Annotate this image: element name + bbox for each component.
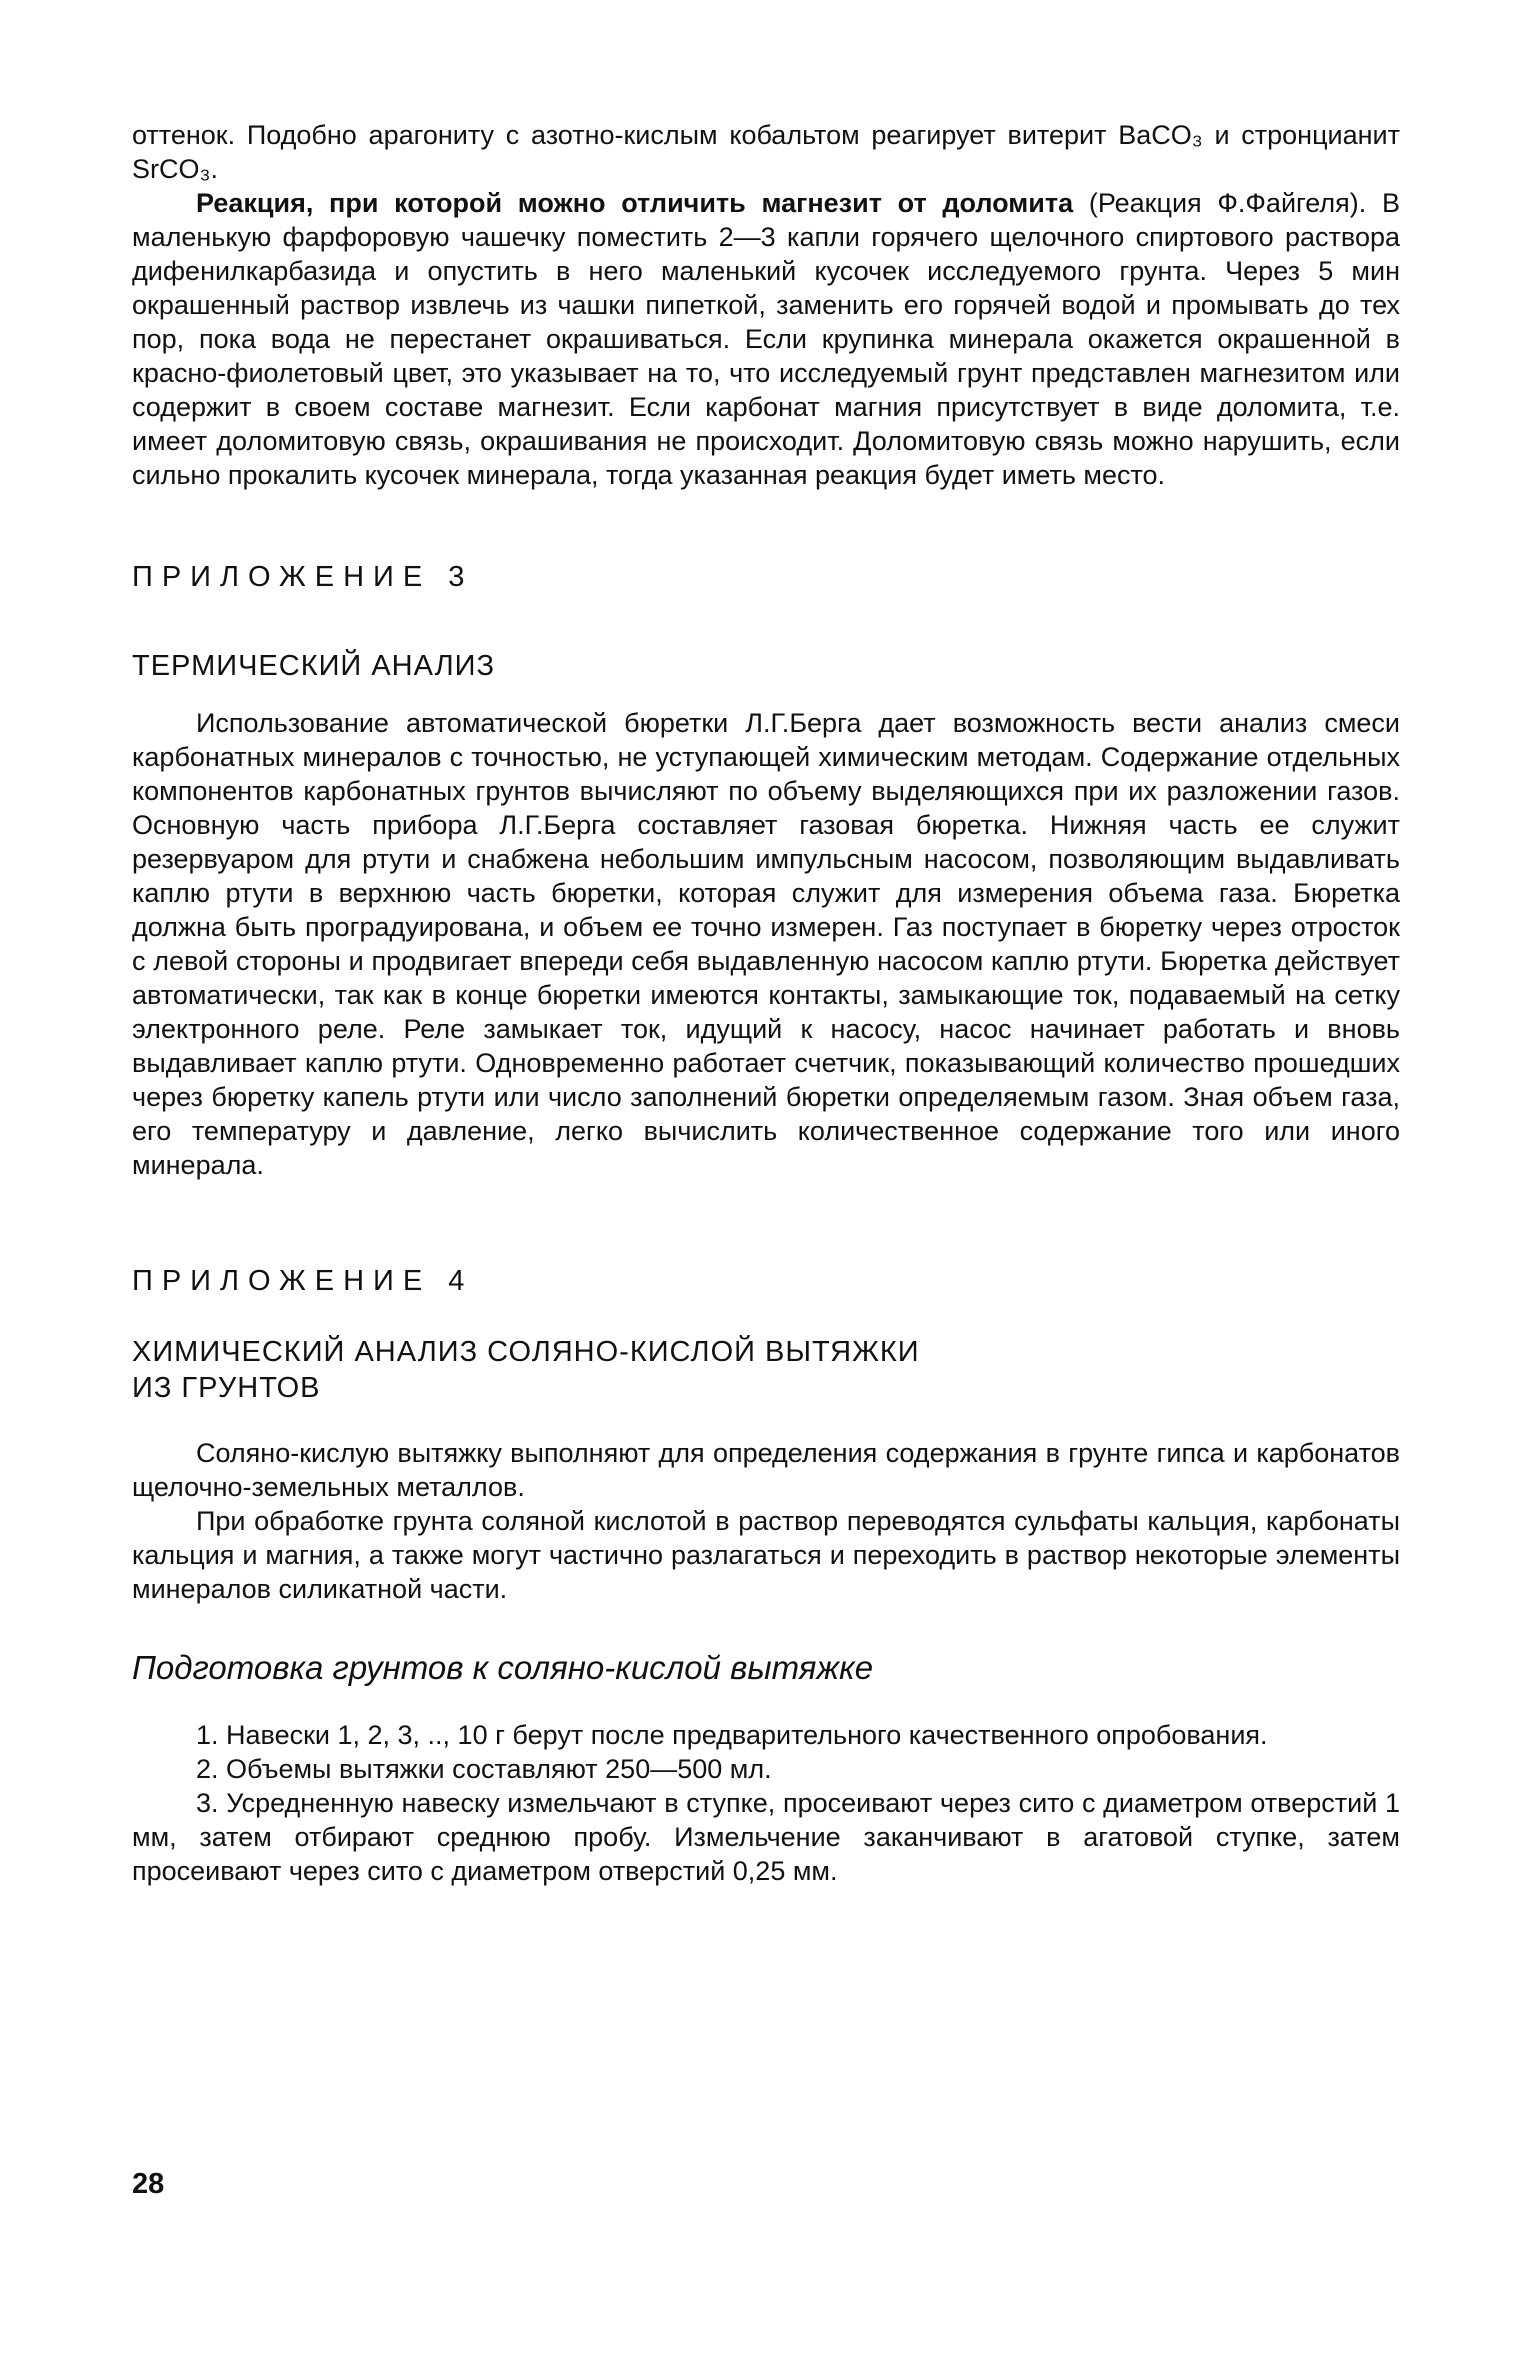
intro-paragraph-2 bbox=[132, 186, 1400, 492]
preparation-subheading: Подготовка грунтов к соляно-кислой вытяжке bbox=[132, 1649, 874, 1686]
appendix-4-label: ПРИЛОЖЕНИЕ 4 bbox=[132, 1265, 474, 1297]
appendix-4-title-line-2: ИЗ ГРУНТОВ bbox=[132, 1372, 321, 1404]
appendix-4-title-line-1: ХИМИЧЕСКИЙ АНАЛИЗ СОЛЯНО-КИСЛОЙ ВЫТЯЖКИ bbox=[132, 1336, 920, 1368]
reaction-heading: Реакция, при которой можно отличить магнезит от доломита bbox=[196, 188, 1074, 218]
page-body bbox=[132, 118, 1400, 1888]
appendix-3-title: ТЕРМИЧЕСКИЙ АНАЛИЗ bbox=[132, 650, 495, 682]
page-number: 28 bbox=[132, 2168, 165, 2200]
list-item-3: 3. Усредненную навеску измельчают в ступке, просеивают через сито с диаметром отверстий 1 мм, затем отбирают среднюю пробу. Измельчение заканчивают в агатовой ступке, затем просеивают через сито с диаметром отверстий 0,25 мм. bbox=[132, 1788, 1400, 1886]
appendix-4-paragraph-2: При обработке грунта соляной кислотой в раствор переводятся сульфаты кальция, карбонаты кальция и магния, а также могут частично разлагаться и переходить в раствор некоторые элементы минералов силикатной части. bbox=[132, 1506, 1400, 1604]
list-item-1: 1. Навески 1, 2, 3, .., 10 г берут после предварительного качественного опробования. bbox=[196, 1720, 1268, 1750]
intro-paragraph-1: оттенок. Подобно арагониту с азотно-кислым кобальтом реагирует витерит BaCO₃ и стронцианит SrCO₃. bbox=[132, 120, 1400, 184]
list-item-2: 2. Объемы вытяжки составляют 250—500 мл. bbox=[196, 1754, 772, 1784]
reaction-text: (Реакция Ф.Файгеля). В маленькую фарфоровую чашечку поместить 2—3 капли горячего щелочного спиртового раствора дифенилкарбазида и опустить в него маленький кусочек исследуемого грунта. Через 5 мин окрашенный раствор извлечь из чашки пипеткой, заменить его горячей водой и промывать до тех пор, пока вода не перестанет окрашиваться. Если крупинка минерала окажется окрашенной в красно-фиолетовый цвет, это указывает на то, что исследуемый грунт представлен магнезитом или содержит в своем составе магнезит. Если карбонат магния присутствует в виде доломита, т.е. имеет доломитовую связь, окрашивания не происходит. Доломитовую связь можно нарушить, если сильно прокалить кусочек минерала, тогда указанная реакция будет иметь место. bbox=[132, 188, 1400, 490]
appendix-3-paragraph: Использование автоматической бюретки Л.Г.Берга дает возможность вести анализ смеси карбонатных минералов с точностью, не уступающей химическим методам. Содержание отдельных компонентов карбонатных грунтов вычисляют по объему выделяющихся при их разложении газов. Основную часть прибора Л.Г.Берга составляет газовая бюретка. Нижняя часть ее служит резервуаром для ртути и снабжена небольшим импульсным насосом, позволяющим выдавливать каплю ртути в верхнюю часть бюретки, которая служит для измерения объема газа. Бюретка должна быть проградуирована, и объем ее точно измерен. Газ поступает в бюретку через отросток с левой стороны и продвигает впереди себя выдавленную насосом каплю ртути. Бюретка действует автоматически, так как в конце бюретки имеются контакты, замыкающие ток, подаваемый на сетку электронного реле. Реле замыкает ток, идущий к насосу, насос начинает работать и вновь выдавливает каплю ртути. Одновременно работает счетчик, показывающий количество прошедших через бюретку капель ртути или число заполнений бюретки определяемым газом. Зная объем газа, его температуру и давление, легко вычислить количественное содержание того или иного минерала. bbox=[132, 708, 1400, 1180]
appendix-4-paragraph-1: Соляно-кислую вытяжку выполняют для определения содержания в грунте гипса и карбонатов щелочно-земельных металлов. bbox=[132, 1438, 1400, 1502]
appendix-3-label: ПРИЛОЖЕНИЕ 3 bbox=[132, 561, 474, 593]
